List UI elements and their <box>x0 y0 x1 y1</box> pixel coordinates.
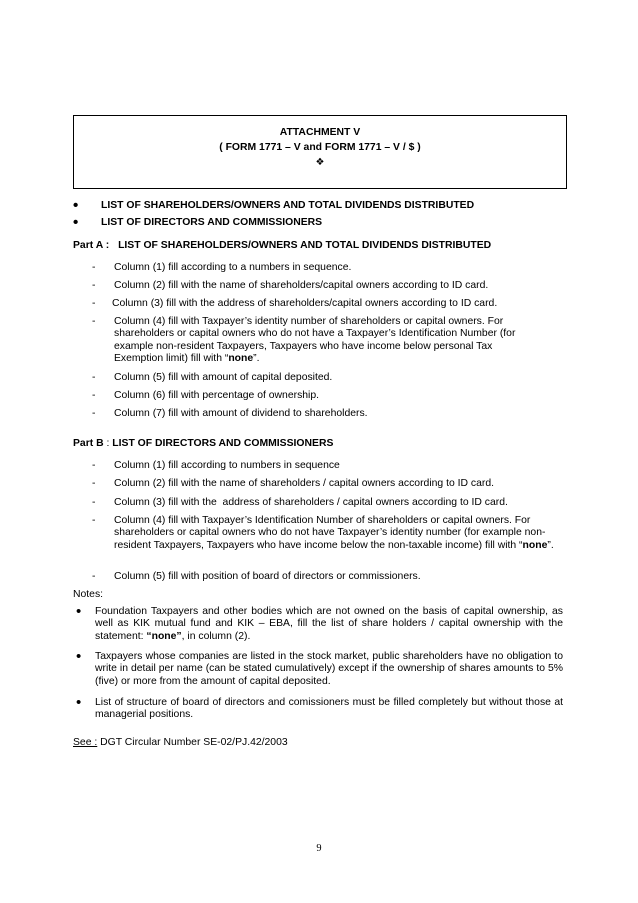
diamond-ornament-icon: ❖ <box>315 157 325 168</box>
see-reference <box>73 737 288 748</box>
attachment-header-box <box>73 115 567 189</box>
bullet-icon: • <box>73 214 79 231</box>
see-circular-text: DGT Circular Number SE-02/PJ.42/2003 <box>97 737 288 748</box>
attachment-title: ATTACHMENT V <box>279 127 361 138</box>
notes-label: Notes: <box>73 589 104 600</box>
part-a-label: Part A : <box>73 240 110 251</box>
page-number: 9 <box>316 843 322 854</box>
attachment-subtitle: ( FORM 1771 – V and FORM 1771 – V / $ ) <box>219 142 421 153</box>
part-b-heading: Part B : LIST OF DIRECTORS AND COMMISSIONERS <box>73 438 334 449</box>
bullet-icon: • <box>76 603 82 620</box>
see-label: See : <box>73 737 98 748</box>
part-a-title: LIST OF SHAREHOLDERS/OWNERS AND TOTAL DIVIDENDS DISTRIBUTED <box>118 240 492 251</box>
part-b-label: Part B <box>73 438 104 449</box>
bullet-icon: • <box>76 694 82 711</box>
part-b-title: LIST OF DIRECTORS AND COMMISSIONERS <box>112 438 334 449</box>
bullet-icon: • <box>73 197 79 214</box>
part-a-heading <box>73 240 491 251</box>
bullet-icon: • <box>76 648 82 665</box>
